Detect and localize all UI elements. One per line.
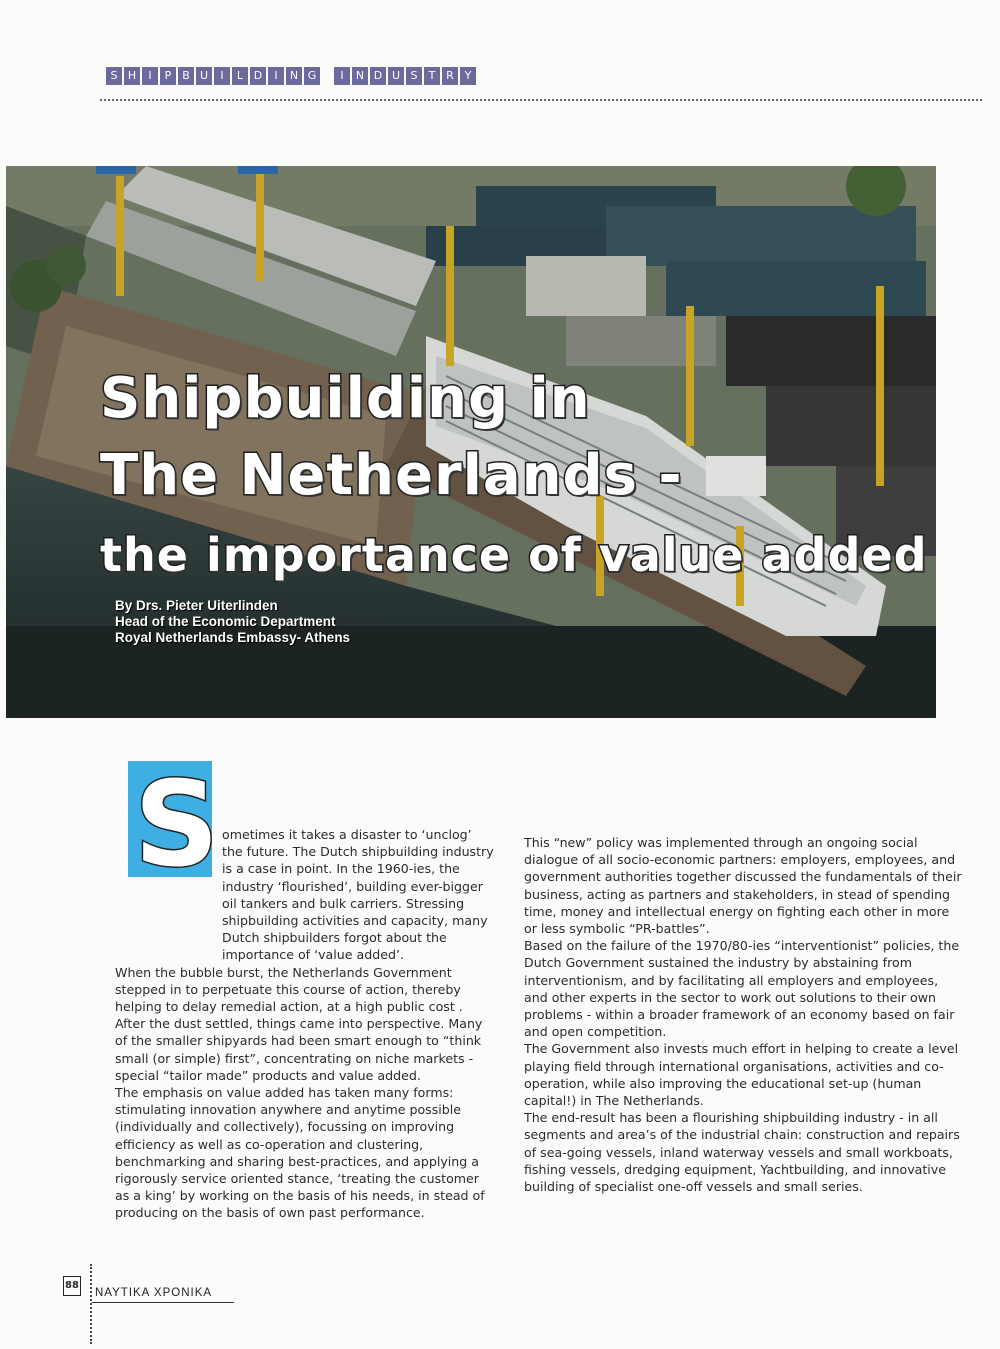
article-left-column xyxy=(115,826,495,1222)
header-letter: S xyxy=(106,67,122,85)
header-dotted-rule xyxy=(100,99,982,101)
headline-line-1: Shipbuilding in xyxy=(100,366,591,431)
publication-name: ΝΑΥΤΙΚΑ ΧΡΟΝΙΚΑ xyxy=(95,1287,213,1299)
header-letter: I xyxy=(142,67,158,85)
paragraph: The end-result has been a flourishing shipbuilding industry - in all segments and area’s of the industrial chain: construction and repairs of sea-going vessels, inland waterway vessels and small workboats, fishing vessels, dredging equipment, Yachtbuilding, and innovative building of specialist one-off vessels and small series. xyxy=(524,1110,960,1195)
header-letter: D xyxy=(250,67,266,85)
byline-role: Head of the Economic Department xyxy=(115,614,336,629)
header-letter: H xyxy=(124,67,140,85)
paragraph: The emphasis on value added has taken many forms: stimulating innovation anywhere and anytime possible (individually and collectively), focussing on improving efficiency as well as co-operation and clustering, benchmarking and sharing best-practices, and applying a rigorously service oriented stance, ‘treating the customer as a king’ by working on the basis of his needs, in stead of producing on the basis of own past performance. xyxy=(115,1085,485,1221)
byline xyxy=(115,598,350,646)
header-letter: N xyxy=(286,67,302,85)
header-letter: I xyxy=(268,67,284,85)
drop-cap-letter: S xyxy=(134,755,219,893)
section-header xyxy=(106,67,476,85)
paragraph: ometimes it takes a disaster to ‘unclog’ the future. The Dutch shipbuilding industry is a case in point. In the 1960-ies, the industry ‘flourished’, building ever-bigger oil tankers and bulk carriers. Stressing shipbuilding activities and capacity, many Dutch shipbuilders forgot about the importance of ‘value added’. xyxy=(222,827,494,963)
paragraph: When the bubble burst, the Netherlands Government stepped in to perpetuate this course of action, thereby helping to delay remedial action, at a high public cost . xyxy=(115,964,463,1015)
paragraph: This “new” policy was implemented through an ongoing social dialogue of all socio-economic partners: employers, employees, and government authorities together discussed the fundamentals of their business, acting as partners and stakeholders, in stead of spending time, money and intellectual energy on fighting each other in more or less symbolic “PR-battles”. xyxy=(524,835,962,937)
paragraph: The Government also invests much effort in helping to create a level playing field through international organisations, activities and co-operation, while also improving the educational set-up (human capital!) in The Netherlands. xyxy=(524,1041,959,1109)
header-letter: I xyxy=(214,67,230,85)
header-letter: D xyxy=(370,67,386,85)
byline-author: By Drs. Pieter Uiterlinden xyxy=(115,598,278,613)
footer-rule xyxy=(92,1302,234,1303)
byline-organisation: Royal Netherlands Embassy- Athens xyxy=(115,630,351,645)
headline-line-3: the importance of value added xyxy=(100,528,928,582)
header-letter: S xyxy=(406,67,422,85)
headline-line-2: The Netherlands - xyxy=(100,443,683,508)
header-letter: G xyxy=(304,67,320,85)
page-number: 88 xyxy=(63,1276,81,1296)
paragraph: Based on the failure of the 1970/80-ies “interventionist” policies, the Dutch Government sustained the industry by abstaining from interventionism, and by facilitating all employers and employees, and other experts in the sector to work out solutions to their own problems - within a broader framework of an economy based on fair and open competition. xyxy=(524,938,960,1040)
header-letter: N xyxy=(352,67,368,85)
footer-dotted-rule xyxy=(90,1264,92,1344)
header-letter: L xyxy=(232,67,248,85)
header-letter: R xyxy=(442,67,458,85)
paragraph: After the dust settled, things came into perspective. Many of the smaller shipyards had been smart enough to “think small (or simple) first”, concentrating on niche markets -special “tailor made” products and value added. xyxy=(115,1016,483,1083)
header-letter: I xyxy=(334,67,350,85)
header-letter: U xyxy=(388,67,404,85)
header-letter: B xyxy=(178,67,194,85)
article-right-column xyxy=(524,834,964,1195)
header-letter: U xyxy=(196,67,212,85)
header-letter: P xyxy=(160,67,176,85)
header-letter: Y xyxy=(460,67,476,85)
header-letter: T xyxy=(424,67,440,85)
